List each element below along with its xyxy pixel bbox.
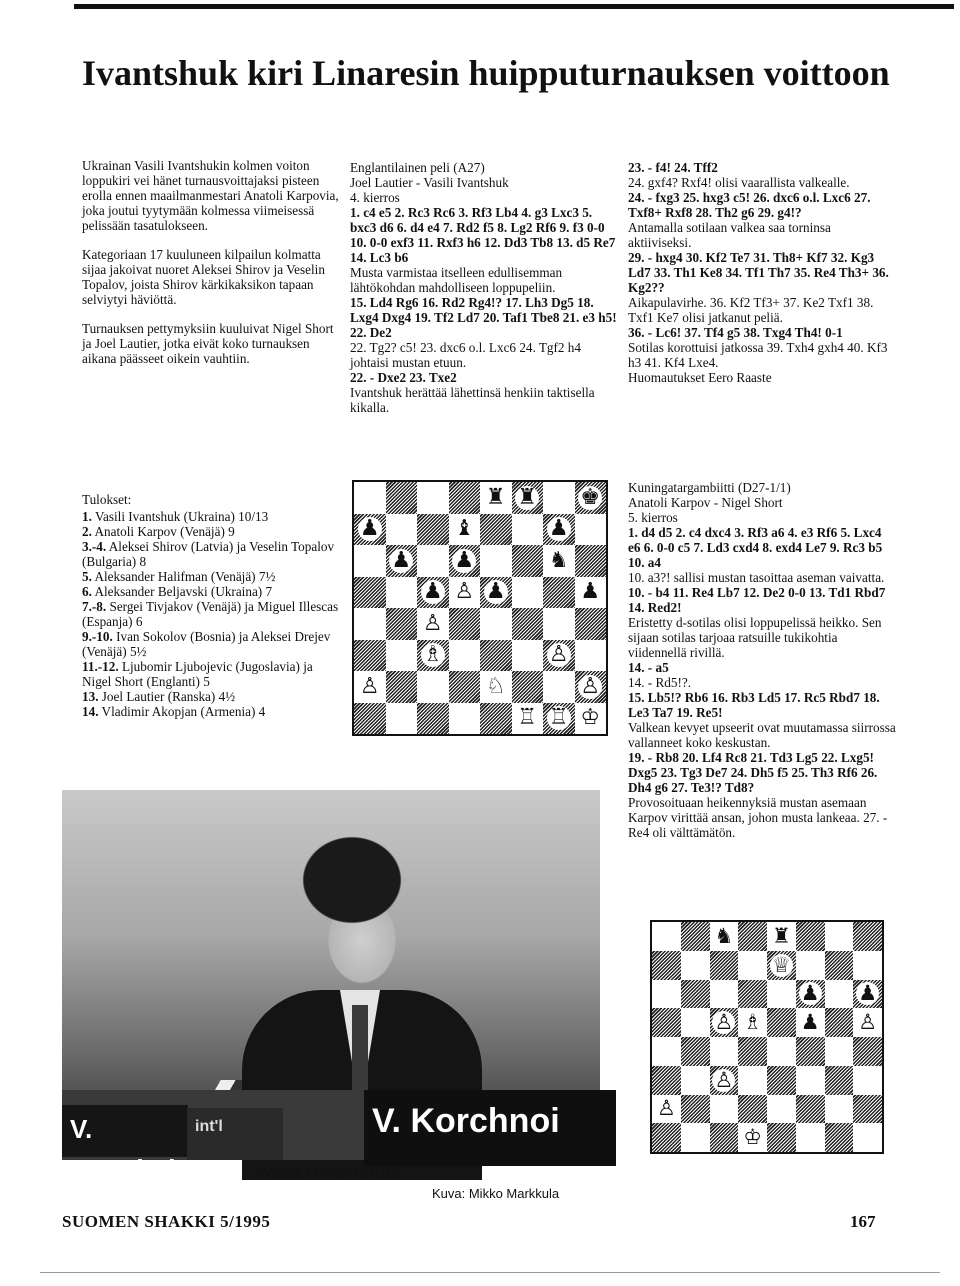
black-rook-icon: ♜ [485, 484, 506, 510]
white-queen-icon: ♕ [771, 952, 791, 977]
light-square [354, 671, 386, 703]
game2-players: Anatoli Karpov - Nigel Short [628, 495, 783, 510]
light-square [449, 577, 481, 609]
dark-square [543, 577, 575, 609]
results-row [82, 524, 344, 539]
game1-annotator: Huomautukset Eero Raaste [628, 370, 772, 385]
black-pawn-icon: ♟ [800, 1010, 820, 1035]
chess-diagram-game1 [352, 480, 608, 736]
light-square [825, 980, 854, 1009]
dark-square [575, 671, 607, 703]
light-square [543, 671, 575, 703]
light-square [543, 482, 575, 514]
dark-square [767, 1123, 796, 1152]
intro-paragraph: Ukrainan Vasili Ivantshukin kolmen voiton loppukiri vei hänet turnausvoittajaksi pisteen erolla ennen maailmanmestari Anatoli Karpovia, joka joutui tyytymään kolmessa viimeisessä pelissään tasatulokseen. [82, 158, 339, 233]
light-square [738, 1123, 767, 1152]
light-square [417, 608, 449, 640]
results-row [82, 599, 344, 629]
dark-square [681, 1095, 710, 1124]
black-pawn-icon: ♟ [359, 516, 380, 542]
dark-square [417, 514, 449, 546]
results-text: Ljubomir Ljubojevic (Jugoslavia) ja Nigel Short (Englanti) 5 [82, 659, 313, 689]
dark-square [512, 482, 544, 514]
dark-square [354, 640, 386, 672]
light-square [796, 1123, 825, 1152]
dark-square [825, 951, 854, 980]
dark-square [853, 1037, 882, 1066]
white-pawn-icon: ♙ [656, 1096, 676, 1121]
dark-square [449, 482, 481, 514]
white-pawn-icon: ♙ [548, 642, 569, 668]
dark-square [575, 608, 607, 640]
dark-square [652, 951, 681, 980]
dark-square [386, 608, 418, 640]
game2-moves: 14. - a5 [628, 660, 669, 675]
white-pawn-icon: ♙ [454, 579, 475, 605]
name-plate-left: V. Ivanchuk [62, 1105, 188, 1157]
game2-moves: 19. - Rb8 20. Lf4 Rc8 21. Td3 Lg5 22. Lxg5! Dxg5 23. Tg3 De7 24. Dh5 f5 25. Th3 Rf6 26. Dh4 g6 27. Te3!? Td8? [628, 750, 878, 795]
light-square [354, 482, 386, 514]
dark-square [386, 545, 418, 577]
results-row [82, 629, 344, 659]
dark-square [825, 1066, 854, 1095]
dark-square [449, 545, 481, 577]
dark-square [767, 1066, 796, 1095]
dark-square [767, 1008, 796, 1037]
light-square [480, 482, 512, 514]
light-square [543, 608, 575, 640]
light-square [825, 1037, 854, 1066]
dark-square [825, 1123, 854, 1152]
light-square [575, 577, 607, 609]
dark-square [767, 951, 796, 980]
results-rank: 13. [82, 689, 99, 704]
game1-moves: 36. - Lc6! 37. Tf4 g5 38. Txg4 Th4! 0-1 [628, 325, 843, 340]
light-square [386, 703, 418, 735]
game1-continued-column [628, 160, 896, 385]
photo-tie [352, 1005, 368, 1095]
light-square [738, 1066, 767, 1095]
results-rank: 9.-10. [82, 629, 113, 644]
light-square [417, 482, 449, 514]
light-square [853, 1066, 882, 1095]
light-square [767, 1037, 796, 1066]
bottom-rule [40, 1272, 940, 1273]
photo-credit: Kuva: Mikko Markkula [432, 1186, 560, 1201]
black-knight-icon: ♞ [714, 923, 734, 948]
dark-square [543, 640, 575, 672]
light-square [681, 951, 710, 980]
white-pawn-icon: ♙ [858, 1010, 878, 1035]
dark-square [354, 703, 386, 735]
light-square [354, 545, 386, 577]
dark-square [354, 577, 386, 609]
light-square [449, 703, 481, 735]
dark-square [449, 671, 481, 703]
light-square [796, 1008, 825, 1037]
white-rook-icon: ♖ [548, 705, 569, 731]
results-rank: 14. [82, 704, 99, 719]
dark-square [652, 1008, 681, 1037]
light-square [575, 514, 607, 546]
black-king-icon: ♚ [580, 484, 601, 510]
results-row [82, 539, 344, 569]
black-rook-icon: ♜ [517, 484, 538, 510]
dark-square [738, 980, 767, 1009]
dark-square [449, 608, 481, 640]
dark-square [480, 514, 512, 546]
game1-note: Sotilas korottuisi jatkossa 39. Txh4 gxh4 40. Kf3 h3 41. Kf4 Lxe4. [628, 340, 888, 370]
results-text: Aleksander Beljavski (Ukraina) 7 [94, 584, 273, 599]
results-text: Ivan Sokolov (Bosnia) ja Aleksei Drejev (Venäjä) 5½ [82, 629, 331, 659]
game1-moves: 1. c4 e5 2. Rc3 Rc6 3. Rf3 Lb4 4. g3 Lxc3 5. bxc3 d6 6. d4 e4 7. Rd2 f5 8. Lg2 Rf6 9. f3 0-0 10. 0-0 exf3 11. Rxf3 h6 12. Dd3 Tb8 13. d5 Re7 14. Lc3 b6 [350, 205, 616, 265]
white-knight-icon: ♘ [485, 673, 506, 699]
dark-square [853, 1095, 882, 1124]
results-text: Joel Lautier (Ranska) 4½ [101, 689, 236, 704]
light-square [710, 1037, 739, 1066]
dark-square [512, 545, 544, 577]
black-pawn-icon: ♟ [800, 981, 820, 1006]
game1-note: Aikapulavirhe. 36. Kf2 Tf3+ 37. Ke2 Txf1 38. Txf1 Ke7 olisi jatkanut peliä. [628, 295, 874, 325]
game1-note: Antamalla sotilaan valkea saa torninsa aktiiviseksi. [628, 220, 831, 250]
light-square [710, 980, 739, 1009]
dark-square [386, 482, 418, 514]
white-pawn-icon: ♙ [714, 1067, 734, 1092]
dark-square [512, 671, 544, 703]
game1-note: 22. Tg2? c5! 23. dxc6 o.l. Lxc6 24. Tgf2 h4 johtaisi mustan etuun. [350, 340, 581, 370]
light-square [652, 922, 681, 951]
dark-square [710, 1008, 739, 1037]
black-pawn-icon: ♟ [858, 981, 878, 1006]
light-square [449, 640, 481, 672]
dark-square [417, 640, 449, 672]
light-square [512, 640, 544, 672]
results-text: Aleksei Shirov (Latvia) ja Veselin Topalov (Bulgaria) 8 [82, 539, 335, 569]
black-pawn-icon: ♟ [391, 547, 412, 573]
results-rank: 11.-12. [82, 659, 119, 674]
intro-column [82, 158, 344, 380]
light-square [767, 922, 796, 951]
results-text: Vladimir Akopjan (Armenia) 4 [101, 704, 266, 719]
light-square [710, 922, 739, 951]
results-row [82, 659, 344, 689]
light-square [652, 1037, 681, 1066]
game2-moves: 10. - b4 11. Re4 Lb7 12. De2 0-0 13. Td1 Rbd7 14. Red2! [628, 585, 886, 615]
dark-square [738, 1095, 767, 1124]
black-pawn-icon: ♟ [548, 516, 569, 542]
results-row [82, 689, 344, 704]
dark-square [386, 671, 418, 703]
light-square [417, 671, 449, 703]
white-rook-icon: ♖ [517, 705, 538, 731]
results-text: Vasili Ivantshuk (Ukraina) 10/13 [94, 509, 269, 524]
dark-square [354, 514, 386, 546]
dark-square [652, 1123, 681, 1152]
dark-square [543, 514, 575, 546]
light-square [449, 514, 481, 546]
white-pawn-icon: ♙ [580, 673, 601, 699]
game1-moves: 29. - hxg4 30. Kf2 Te7 31. Th8+ Kf7 32. Kg3 Ld7 33. Th1 Ke8 34. Tf1 Th7 35. Re4 Th3+ 36. Kg2?? [628, 250, 889, 295]
light-square [652, 980, 681, 1009]
dark-square [480, 703, 512, 735]
white-bishop-icon: ♗ [743, 1010, 763, 1035]
game1-opening: Englantilainen peli (A27) [350, 160, 485, 175]
game2-note: Eristetty d-sotilas olisi loppupelissä heikko. Sen sijaan sotilas tarjoaa ratsuille tukikohtia viidennellä rivillä. [628, 615, 882, 660]
light-square [710, 1095, 739, 1124]
intro-paragraph: Kategoriaan 17 kuuluneen kilpailun kolmatta sijaa jakoivat nuoret Aleksei Shirov ja Veselin Topalov, joista Shirov kärkikaksikon tapaan selviytyi häviöttä. [82, 247, 325, 307]
dark-square [512, 608, 544, 640]
dark-square [681, 1037, 710, 1066]
results-heading: Tulokset: [82, 492, 132, 507]
game2-opening: Kuningatargambiitti (D27-1/1) [628, 480, 791, 495]
light-square [354, 608, 386, 640]
black-pawn-icon: ♟ [422, 579, 443, 605]
game1-moves: 24. - fxg3 25. hxg3 c5! 26. dxc6 o.l. Lxc6 27. Txf8+ Rxf8 28. Th2 g6 29. g4!? [628, 190, 871, 220]
light-square [386, 577, 418, 609]
photo-caption: VASILI IVANTSHUK [262, 1166, 402, 1182]
intro-paragraph: Turnauksen pettymyksiin kuuluivat Nigel Short ja Joel Lautier, jotka eivät koko turnauksen aikana päässeet oikein vauhtiin. [82, 321, 334, 366]
game2-round: 5. kierros [628, 510, 678, 525]
results-text: Aleksander Halifman (Venäjä) 7½ [94, 569, 276, 584]
dark-square [480, 577, 512, 609]
results-rank: 5. [82, 569, 92, 584]
dark-square [417, 577, 449, 609]
name-plate-right: V. Korchnoi [364, 1090, 616, 1166]
dark-square [575, 482, 607, 514]
light-square [738, 951, 767, 980]
top-rule [74, 4, 954, 9]
game1-column [350, 160, 618, 415]
light-square [512, 577, 544, 609]
dark-square [417, 703, 449, 735]
game2-note: 10. a3?! sallisi mustan tasoittaa aseman vaivatta. [628, 570, 885, 585]
dark-square [825, 1008, 854, 1037]
light-square [853, 1008, 882, 1037]
results-rank: 1. [82, 509, 92, 524]
game1-note: Musta varmistaa itselleen edullisemman lähtökohdan mahdolliseen loppupeliin. [350, 265, 563, 295]
game2-moves: 1. d4 d5 2. c4 dxc4 3. Rf3 a6 4. e3 Rf6 5. Lxc4 e6 6. 0-0 c5 7. Ld3 cxd4 8. exd4 Le7 9. Rc3 b5 10. a4 [628, 525, 883, 570]
light-square [767, 1095, 796, 1124]
light-square [796, 1066, 825, 1095]
dark-square [710, 1066, 739, 1095]
dark-square [738, 1037, 767, 1066]
page-number: 167 [850, 1212, 876, 1231]
black-pawn-icon: ♟ [485, 579, 506, 605]
game1-moves: 23. - f4! 24. Tff2 [628, 160, 718, 175]
light-square [853, 1123, 882, 1152]
results-text: Sergei Tivjakov (Venäjä) ja Miguel Illescas (Espanja) 6 [82, 599, 339, 629]
white-king-icon: ♔ [743, 1125, 763, 1150]
light-square [417, 545, 449, 577]
game2-column [628, 480, 896, 840]
game1-round: 4. kierros [350, 190, 400, 205]
game1-players: Joel Lautier - Vasili Ivantshuk [350, 175, 509, 190]
light-square [512, 514, 544, 546]
game2-note: 14. - Rd5!?. [628, 675, 691, 690]
article-title: Ivantshuk kiri Linaresin huipputurnauksen voittoon [82, 53, 890, 93]
results-list [82, 492, 344, 719]
black-pawn-icon: ♟ [454, 547, 475, 573]
dark-square [796, 1037, 825, 1066]
dark-square [853, 980, 882, 1009]
light-square [575, 703, 607, 735]
dark-square [796, 1095, 825, 1124]
light-square [767, 980, 796, 1009]
dark-square [710, 1123, 739, 1152]
results-row [82, 509, 344, 524]
light-square [386, 514, 418, 546]
dark-square [853, 922, 882, 951]
light-square [738, 1008, 767, 1037]
dark-square [543, 703, 575, 735]
results-row [82, 569, 344, 584]
white-pawn-icon: ♙ [714, 1010, 734, 1035]
white-king-icon: ♔ [580, 705, 601, 731]
light-square [796, 951, 825, 980]
white-pawn-icon: ♙ [359, 673, 380, 699]
light-square [853, 951, 882, 980]
dark-square [681, 980, 710, 1009]
game1-note: Ivantshuk herättää lähettinsä henkiin taktisella kikalla. [350, 385, 595, 415]
dark-square [796, 980, 825, 1009]
white-bishop-icon: ♗ [422, 642, 443, 668]
results-text: Anatoli Karpov (Venäjä) 9 [94, 524, 235, 539]
results-rank: 6. [82, 584, 92, 599]
black-rook-icon: ♜ [771, 923, 791, 948]
white-pawn-icon: ♙ [422, 610, 443, 636]
results-row [82, 584, 344, 599]
game2-note: Provosoituaan heikennyksiä mustan asemaan Karpov virittää ansan, johon musta lankeaa. 27. - Re4 oli välttämätön. [628, 795, 888, 840]
light-square [652, 1095, 681, 1124]
results-rank: 3.-4. [82, 539, 107, 554]
light-square [543, 545, 575, 577]
black-pawn-icon: ♟ [580, 579, 601, 605]
chess-diagram-game2 [650, 920, 884, 1154]
dark-square [710, 951, 739, 980]
game2-note: Valkean kevyet upseerit ovat muutamassa siirrossa vallanneet koko keskustan. [628, 720, 896, 750]
light-square [681, 1008, 710, 1037]
dark-square [652, 1066, 681, 1095]
black-knight-icon: ♞ [548, 547, 569, 573]
light-square [681, 1066, 710, 1095]
light-square [512, 703, 544, 735]
light-square [480, 545, 512, 577]
light-square [386, 640, 418, 672]
light-square [480, 671, 512, 703]
results-rank: 2. [82, 524, 92, 539]
name-plate-mid: int'l [187, 1108, 283, 1160]
light-square [575, 640, 607, 672]
game2-moves: 15. Lb5!? Rb6 16. Rb3 Ld5 17. Rc5 Rbd7 18. Le3 Ta7 19. Re5! [628, 690, 880, 720]
dark-square [738, 922, 767, 951]
dark-square [796, 922, 825, 951]
light-square [825, 922, 854, 951]
light-square [480, 608, 512, 640]
light-square [825, 1095, 854, 1124]
results-row [82, 704, 344, 719]
dark-square [681, 922, 710, 951]
light-square [681, 1123, 710, 1152]
game1-note: 24. gxf4? Rxf4! olisi vaarallista valkealle. [628, 175, 850, 190]
dark-square [480, 640, 512, 672]
magazine-issue: SUOMEN SHAKKI 5/1995 [62, 1212, 271, 1231]
results-rank: 7.-8. [82, 599, 107, 614]
game1-moves: 22. - Dxe2 23. Txe2 [350, 370, 457, 385]
black-bishop-icon: ♝ [454, 516, 475, 542]
game1-moves: 15. Ld4 Rg6 16. Rd2 Rg4!? 17. Lh3 Dg5 18. Lxg4 Dxg4 19. Tf2 Ld7 20. Taf1 Tbe8 21. e3 h5! 22. De2 [350, 295, 617, 340]
dark-square [575, 545, 607, 577]
